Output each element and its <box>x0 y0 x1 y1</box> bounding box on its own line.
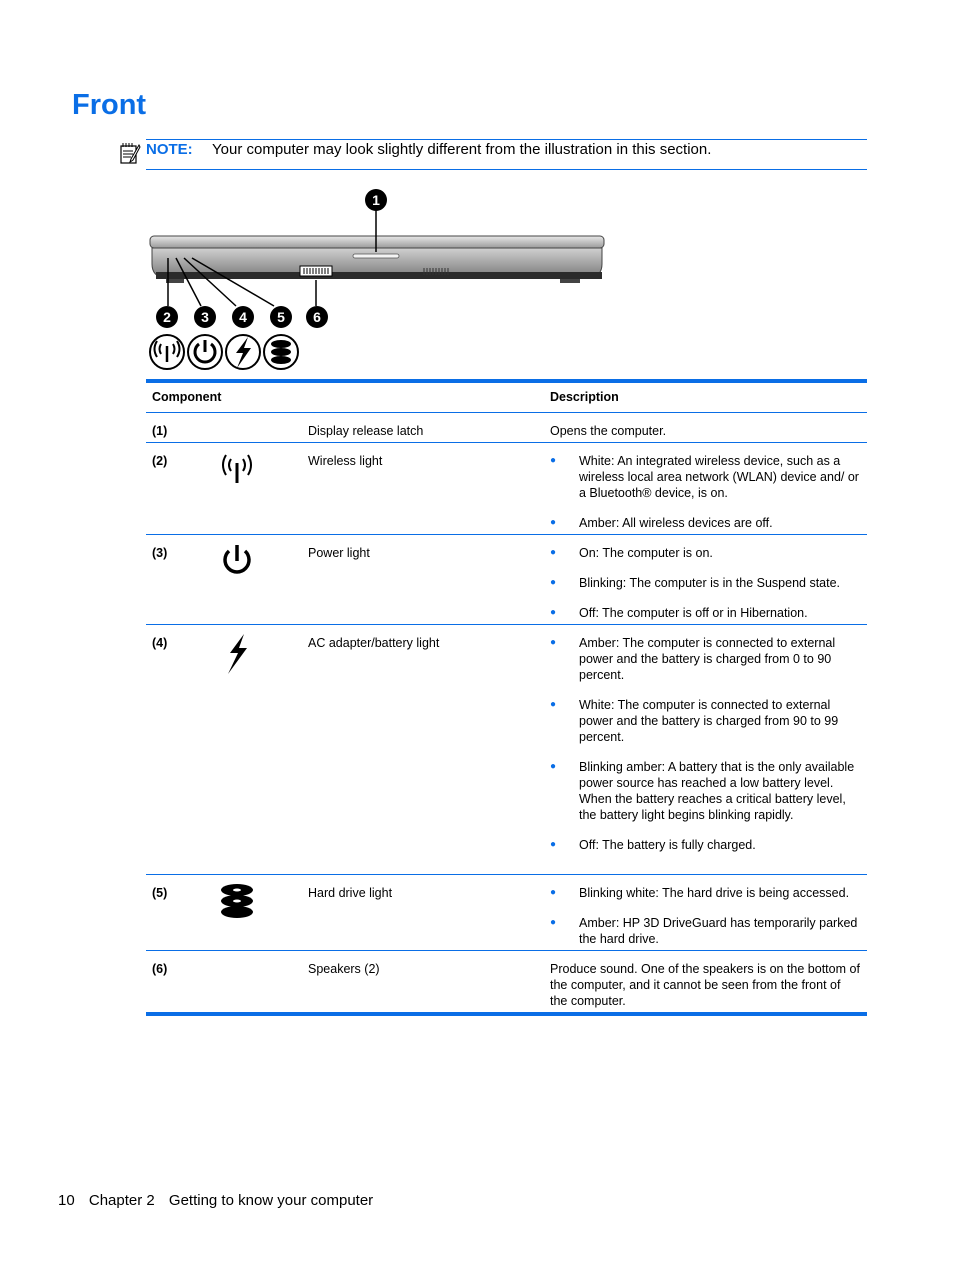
table-row: (2) Wireless light ● White: An integrated wireless device, such as a wireless local area network (WLAN) device and/ or a Bluetooth® device, is on. ● Amber: All wireless devices are off. <box>146 443 867 535</box>
note-text: Your computer may look slightly different from the illustration in this section. <box>212 141 712 158</box>
note-icon <box>119 141 141 165</box>
page-title: Front <box>72 89 147 121</box>
hard-drive-icon <box>220 883 254 921</box>
bullet-list: ● Amber: The computer is connected to external power and the battery is charged from 0 to 90 percent. ● White: The computer is connected to external power and the battery is charged from 90 to 99 percent. ● Blinking amber: A battery that is the only available power source has reached a low battery level. When the battery reaches a critical battery level, the battery light begins blinking rapidly. ● Off: The battery is fully charged. <box>550 635 860 853</box>
note-label: NOTE: <box>146 141 193 158</box>
battery-bolt-icon <box>220 633 254 675</box>
table-row: (3) Power light ● On: The computer is on. ● Blinking: The computer is in the Suspend state. ● Off: The computer is off or in Hibernation. <box>146 535 867 625</box>
table-row: (5) Hard drive light ● Blinking white: The hard drive is being accessed. ● Amber: HP 3D DriveGuard has temporarily parked the hard drive. <box>146 875 867 951</box>
callout-5 <box>270 306 292 328</box>
table-header <box>146 383 867 413</box>
hard-drive-icon <box>264 335 298 369</box>
chapter-number: Chapter 2 <box>88 1192 155 1209</box>
page-footer <box>58 1192 383 1209</box>
bullet-list: ● On: The computer is on. ● Blinking: The computer is in the Suspend state. ● Off: The computer is off or in Hibernation. <box>550 545 860 621</box>
table-row: (6) Speakers (2) Produce sound. One of the speakers is on the bottom of the computer, and it cannot be seen from the front of the computer. <box>152 962 860 1008</box>
wireless-icon <box>150 335 184 369</box>
header-component: Component <box>152 390 222 404</box>
svg-text:3: 3 <box>201 309 209 325</box>
svg-text:1: 1 <box>372 192 380 208</box>
power-icon <box>220 543 254 581</box>
svg-text:6: 6 <box>313 309 321 325</box>
svg-text:2: 2 <box>163 309 171 325</box>
callout-2 <box>156 306 178 328</box>
table-row: (1) Display release latch Opens the computer. <box>146 413 867 443</box>
svg-text:4: 4 <box>239 309 247 325</box>
page-number: 10 <box>58 1192 75 1209</box>
header-description: Description <box>550 390 619 404</box>
bullet-list: ● Blinking white: The hard drive is being accessed. ● Amber: HP 3D DriveGuard has temporarily parked the hard drive. <box>550 885 860 947</box>
note-box <box>146 139 867 170</box>
bullet-list: ● White: An integrated wireless device, such as a wireless local area network (WLAN) device and/ or a Bluetooth® device, is on. ● Amber: All wireless devices are off. <box>550 453 860 531</box>
table-row: (4) AC adapter/battery light ● Amber: The computer is connected to external power and the battery is charged from 0 to 90 percent. ● White: The computer is connected to external power and the battery is charged from 90 to 99 percent. ● Blinking amber: A battery that is the only available power source has reached a low battery level. When the battery reaches a critical battery level, the battery light begins blinking rapidly. ● Off: The battery is fully charged. <box>146 625 867 875</box>
power-icon <box>188 335 222 369</box>
component-table <box>146 379 867 1016</box>
callout-6 <box>306 306 328 328</box>
laptop-front-illustration <box>146 186 616 376</box>
callout-1 <box>365 189 387 211</box>
callout-4 <box>232 306 254 328</box>
callout-3 <box>194 306 216 328</box>
chapter-title: Getting to know your computer <box>168 1192 374 1209</box>
svg-text:5: 5 <box>277 309 285 325</box>
battery-bolt-icon <box>226 335 260 369</box>
wireless-icon <box>220 451 254 489</box>
